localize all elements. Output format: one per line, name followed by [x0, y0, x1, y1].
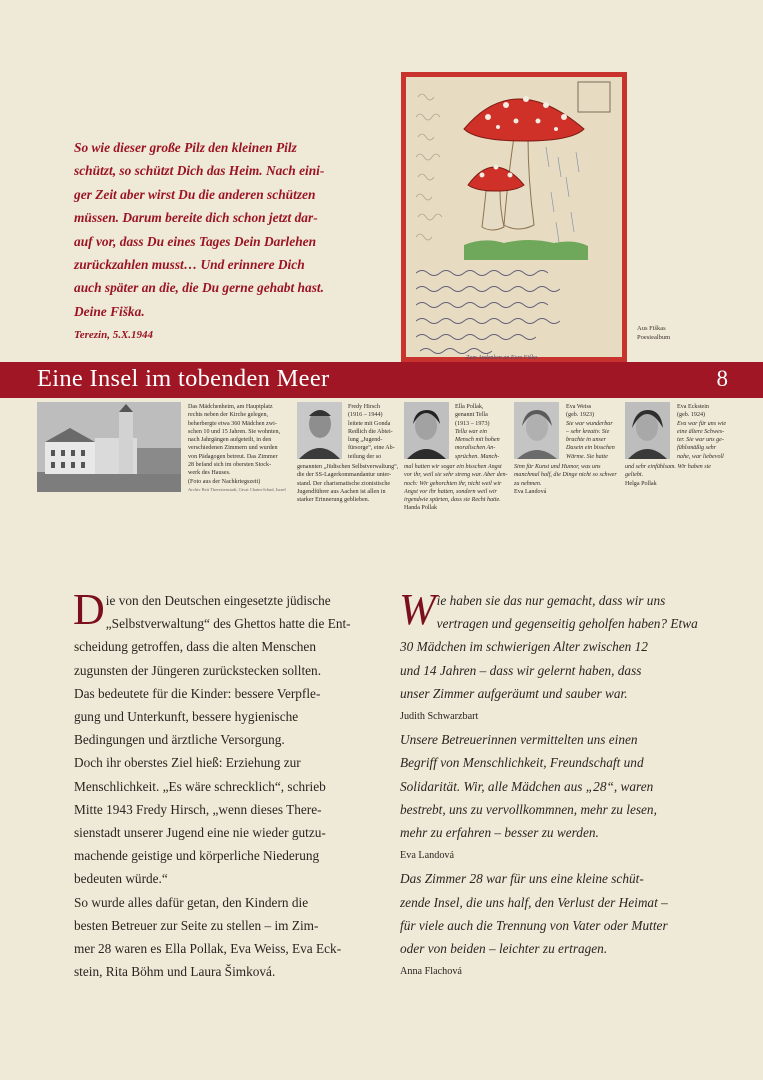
caption-line: (1916 – 1944)	[348, 412, 383, 419]
caption-line: Sie war wunderbar	[566, 420, 613, 427]
quote-line: auch später an die, die Du gerne gehabt hast.	[74, 280, 324, 296]
caption-line: Jugendführer aus Aachen ist allen in	[297, 488, 386, 495]
caption-line: genannten „Jüdischen Selbstverwaltung“,	[297, 464, 399, 470]
caption-line: Poesiealbum	[637, 334, 671, 341]
caption-line: lung „Jugend-	[348, 437, 383, 444]
body-line: und 14 Jahren – dass wir gelernt haben, dass	[400, 662, 642, 678]
caption-line: nach Jahrgängen aufgeteilt, in den	[188, 437, 272, 444]
caption-line: – sehr kreativ. Sie	[566, 428, 610, 435]
quote-line: zurückzahlen musst… Und erinnere Dich	[74, 257, 305, 273]
body-line: Das Zimmer 28 war für uns eine kleine schüt-	[400, 871, 644, 887]
body-line: scheidung getroffen, dass die alten Menschen	[74, 639, 316, 655]
body-line: Doch ihr oberstes Ziel hieß: Erziehung zur	[74, 755, 301, 771]
caption-line: zu nehmen.	[514, 480, 542, 487]
main-text-left	[73, 585, 394, 983]
body-line: machende geistige und körperliche Niederung	[74, 848, 320, 864]
eva-eckstein-portrait	[625, 402, 670, 459]
caption-line: fürsorge“, eine Ab-	[348, 445, 395, 452]
eva-weiss-portrait	[514, 402, 559, 459]
body-line: sienstadt unserer Jugend eine nie wieder gutzu-	[74, 825, 326, 841]
caption-line: beherbergte etwa 360 Mädchen zwi-	[188, 420, 277, 427]
caption-line: Aus Fiškas	[637, 325, 666, 332]
caption-line: vor ihr, weil sie sehr streng war. Aber den-	[404, 472, 508, 479]
caption-line: Dasein ein bisschen	[566, 445, 615, 452]
body-line: besten Betreuer zur Seite zu stellen – im Zim-	[74, 917, 319, 933]
fiska-quote	[74, 136, 374, 343]
caption-line: Fredy Hirsch	[348, 404, 380, 410]
body-line: Begriff von Menschlichkeit, Freundschaft und	[400, 755, 644, 771]
church-building-image	[37, 402, 181, 492]
body-line: für viele auch die Trennung von Vater oder Mutter	[400, 917, 668, 933]
caption-line: Eva Eckstein	[677, 404, 709, 410]
photo-source: Archiv Beit Theresienstadt, Givat Chaim-Ichud, Israel	[188, 486, 286, 492]
caption-line: Ella Pollak,	[455, 404, 484, 410]
body-line: 30 Mädchen im schwierigen Alter zwischen 12	[400, 639, 648, 655]
quote-author: Judith Schwarzbart	[400, 711, 479, 723]
quote-line: auf vor, dass Du eines Tages Dein Darlehen	[74, 233, 317, 249]
postcard-writing: Zum Andenken an Eure Fiška	[466, 355, 537, 361]
quote-author: Eva Landová	[400, 850, 455, 862]
page-number: 8	[716, 366, 728, 391]
weiss-caption-a	[566, 403, 621, 461]
quote-author: Anna Flachová	[400, 966, 462, 978]
caption-line: eine ältere Schwes-	[677, 428, 725, 435]
body-line: Unsere Betreuerinnen vermittelten uns einen	[400, 732, 638, 748]
caption-line: starker Erinnerung geblieben.	[297, 497, 370, 504]
caption-line: Das Mädchenheim, am Hauptplatz	[188, 404, 273, 410]
eckstein-caption-a	[677, 403, 733, 461]
pollak-caption-a	[455, 403, 510, 461]
body-line: mehr zu erfahren – besser zu werden.	[400, 825, 599, 841]
body-line: unser Zimmer aufgeräumt und sauber war.	[400, 685, 628, 701]
quote-line: müssen. Darum bereite dich schon jetzt dar-	[74, 210, 318, 226]
hirsch-caption-a	[348, 403, 400, 461]
caption-line: moralischen An-	[455, 445, 496, 452]
postcard-caption	[637, 324, 670, 342]
caption-line: manchmal half, die Dinge nicht so schwer	[514, 472, 617, 479]
caption-author: Helga Pollak	[625, 480, 657, 487]
caption-line: verschiedenen Zimmern und wurden	[188, 445, 278, 452]
body-line: So wurde alles dafür getan, den Kindern die	[74, 894, 309, 910]
caption-line: stand. Der charismatische zionistische	[297, 480, 391, 487]
body-line: oder von beiden – leichter zu ertragen.	[400, 941, 608, 957]
quote-line: schützt, so schützt Dich das Heim. Nach eini-	[74, 163, 325, 179]
poesiealbum-postcard	[401, 72, 627, 362]
caption-line: Tella war ein	[455, 428, 487, 435]
dropcap-d: D	[73, 585, 105, 634]
caption-author: Handa Pollak	[404, 505, 438, 512]
caption-line: Redlich die Abtei-	[348, 428, 393, 435]
caption-line: ter. Sie war uns ge-	[677, 437, 724, 444]
caption-line: mal hatten wir sogar ein bisschen Angst	[404, 464, 502, 470]
caption-line: teilung der so	[348, 453, 382, 460]
caption-line: Angst vor ihr hatten, sondern weil wir	[404, 488, 497, 495]
fredy-hirsch-portrait	[297, 402, 342, 459]
body-line: Bedingungen und ärztliche Versorgung.	[74, 732, 285, 748]
main-text-right	[399, 585, 730, 983]
caption-line: noch: Wir gehorchten ihr, nicht weil wir	[404, 480, 502, 487]
caption-line: werk des Hauses.	[188, 470, 231, 477]
caption-line: (geb. 1923)	[566, 412, 595, 419]
body-line: ie von den Deutschen eingesetzte jüdische	[105, 593, 331, 608]
ella-pollak-portrait	[404, 402, 449, 459]
body-line: ie haben sie das nur gemacht, dass wir uns	[436, 593, 666, 608]
mushroom-drawing	[406, 77, 622, 361]
body-line: bedeuten würde.“	[74, 871, 168, 887]
body-line: mer 28 waren es Ella Pollak, Eva Weiss, Eva Eck-	[74, 941, 342, 957]
caption-line: 28 befand sich im obersten Stock-	[188, 462, 272, 469]
eckstein-caption-b	[625, 463, 733, 488]
caption-line: (1913 – 1973)	[455, 420, 490, 427]
caption-line: von Pädagogen betreut. Das Zimmer	[188, 453, 278, 460]
caption-line: und sehr einfühlsam. Wir haben sie	[625, 464, 711, 470]
caption-line: schen 10 und 15 Jahren. Sie wohnten,	[188, 428, 281, 435]
weiss-caption-b	[514, 463, 622, 496]
caption-line: Mensch mit hohen	[455, 437, 500, 444]
caption-line: geliebt.	[625, 472, 644, 479]
caption-line: (Foto aus der Nachkriegszeit)	[188, 478, 261, 485]
quote-line: Deine Fiška.	[74, 303, 145, 319]
caption-line: rechts neben der Kirche gelegen,	[188, 412, 269, 419]
body-line: gung und Unterkunft, bessere hygienische	[74, 709, 299, 725]
caption-line: brachte in unser	[566, 437, 606, 444]
body-line: bestrebt, uns zu vervollkommnen, mehr zu lesen,	[400, 801, 657, 817]
body-line: stein, Rita Böhm und Laura Šimková.	[74, 964, 276, 980]
caption-line: die der SS-Lagerkommandantur unter-	[297, 472, 392, 479]
body-line: „Selbstverwaltung“ des Ghettos hatte die Ent-	[105, 616, 351, 632]
body-line: zende Insel, die uns half, den Verlust der Heimat –	[400, 894, 668, 910]
body-line: vertragen und gegenseitig geholfen haben? Etwa	[436, 616, 698, 632]
caption-line: Eva Weiss	[566, 404, 592, 410]
caption-line: sprüchen. Manch-	[455, 453, 500, 460]
body-line: Mitte 1943 Fredy Hirsch, „wenn dieses There-	[74, 801, 322, 817]
quote-place-date: Terezin, 5.X.1944	[74, 329, 154, 342]
dropcap-w: W	[399, 585, 436, 634]
body-line: Solidarität. Wir, alle Mädchen aus „28“, waren	[400, 778, 654, 794]
section-banner	[0, 362, 763, 398]
pollak-caption-b	[404, 463, 512, 513]
building-caption	[188, 403, 298, 494]
caption-line: (geb. 1924)	[677, 412, 706, 419]
caption-line: fühlsmäßig sehr	[677, 445, 717, 452]
caption-line: genannt Tella	[455, 412, 488, 419]
caption-line: Sinn für Kunst und Humor, was uns	[514, 464, 601, 470]
caption-line: Eva war für uns wie	[677, 420, 727, 427]
body-line: Das bedeutete für die Kinder: bessere Verpfle-	[74, 685, 321, 701]
body-line: zugunsten der Jüngeren zurückstecken sollten.	[74, 662, 322, 678]
caption-line: nahe, war liebevoll	[677, 453, 724, 460]
quote-line: So wie dieser große Pilz den kleinen Pilz	[74, 140, 297, 155]
body-line: Menschlichkeit. „Es wäre schrecklich“, schrieb	[74, 778, 326, 794]
section-title: Eine Insel im tobenden Meer	[37, 365, 330, 392]
caption-author: Eva Landová	[514, 488, 547, 495]
hirsch-caption-b	[297, 463, 405, 504]
caption-line: Wärme. Sie hatte	[566, 453, 608, 460]
caption-line: leitete mit Gonda	[348, 420, 391, 427]
quote-line: ger Zeit aber wirst Du die anderen schützen	[74, 186, 316, 202]
maedchenheim-photo	[37, 402, 181, 492]
caption-line: irgendwie spürten, dass sie Recht hatte.	[404, 497, 501, 504]
